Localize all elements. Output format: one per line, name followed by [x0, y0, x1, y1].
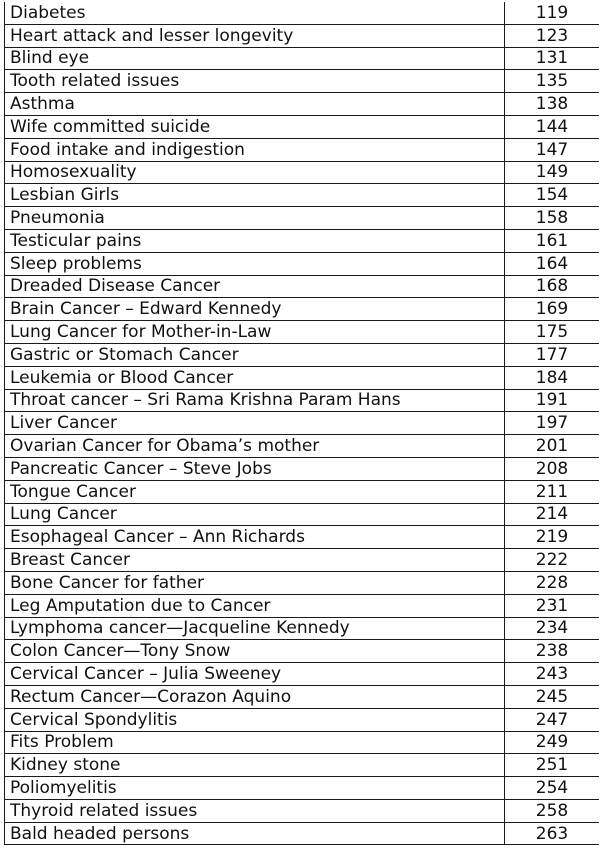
- page-number-cell: 144: [505, 115, 600, 138]
- page-number-cell: 251: [505, 754, 600, 777]
- table-row: [5, 526, 600, 549]
- topic-cell: Gastric or Stomach Cancer: [5, 343, 505, 366]
- topic-cell: Asthma: [5, 93, 505, 116]
- page-number-cell: 168: [505, 275, 600, 298]
- table-row: [5, 343, 600, 366]
- table-row: [5, 115, 600, 138]
- topic-cell: Breast Cancer: [5, 549, 505, 572]
- topic-cell: Poliomyelitis: [5, 777, 505, 800]
- table-row: [5, 799, 600, 822]
- topic-cell: Wife committed suicide: [5, 115, 505, 138]
- topic-cell: Sleep problems: [5, 252, 505, 275]
- table-row: [5, 138, 600, 161]
- page-number-cell: 197: [505, 412, 600, 435]
- contents-table: [4, 2, 599, 845]
- table-row: [5, 685, 600, 708]
- page-number-cell: 249: [505, 731, 600, 754]
- topic-cell: Liver Cancer: [5, 412, 505, 435]
- topic-cell: Pneumonia: [5, 207, 505, 230]
- table-row: [5, 822, 600, 845]
- table-row: [5, 2, 600, 24]
- table-row: [5, 389, 600, 412]
- topic-cell: Leukemia or Blood Cancer: [5, 366, 505, 389]
- page-number-cell: 247: [505, 708, 600, 731]
- page-number-cell: 175: [505, 321, 600, 344]
- page-number-cell: 184: [505, 366, 600, 389]
- topic-cell: Tooth related issues: [5, 70, 505, 93]
- topic-cell: Testicular pains: [5, 229, 505, 252]
- table-row: [5, 412, 600, 435]
- page-number-cell: 258: [505, 799, 600, 822]
- page-number-cell: 138: [505, 93, 600, 116]
- page-number-cell: 119: [505, 2, 600, 24]
- page-number-cell: 123: [505, 24, 600, 47]
- topic-cell: Brain Cancer – Edward Kennedy: [5, 298, 505, 321]
- table-row: [5, 366, 600, 389]
- table-row: [5, 70, 600, 93]
- page-number-cell: 177: [505, 343, 600, 366]
- table-row: [5, 24, 600, 47]
- topic-cell: Homosexuality: [5, 161, 505, 184]
- table-row: [5, 229, 600, 252]
- page-number-cell: 149: [505, 161, 600, 184]
- page-number-cell: 161: [505, 229, 600, 252]
- table-row: [5, 207, 600, 230]
- table-row: [5, 594, 600, 617]
- topic-cell: Fits Problem: [5, 731, 505, 754]
- page-number-cell: 191: [505, 389, 600, 412]
- topic-cell: Blind eye: [5, 47, 505, 70]
- table-row: [5, 708, 600, 731]
- table-row: [5, 184, 600, 207]
- page-number-cell: 201: [505, 435, 600, 458]
- page-number-cell: 169: [505, 298, 600, 321]
- topic-cell: Diabetes: [5, 2, 505, 24]
- page-number-cell: 211: [505, 480, 600, 503]
- page-number-cell: 222: [505, 549, 600, 572]
- topic-cell: Heart attack and lesser longevity: [5, 24, 505, 47]
- topic-cell: Cervical Cancer – Julia Sweeney: [5, 663, 505, 686]
- page-number-cell: 214: [505, 503, 600, 526]
- table-row: [5, 435, 600, 458]
- table-row: [5, 480, 600, 503]
- topic-cell: Food intake and indigestion: [5, 138, 505, 161]
- table-row: [5, 640, 600, 663]
- table-row: [5, 731, 600, 754]
- page-number-cell: 154: [505, 184, 600, 207]
- topic-cell: Pancreatic Cancer – Steve Jobs: [5, 457, 505, 480]
- topic-cell: Lung Cancer for Mother-in-Law: [5, 321, 505, 344]
- page-number-cell: 231: [505, 594, 600, 617]
- table-row: [5, 571, 600, 594]
- page-number-cell: 263: [505, 822, 600, 845]
- page-number-cell: 238: [505, 640, 600, 663]
- page-number-cell: 245: [505, 685, 600, 708]
- table-row: [5, 617, 600, 640]
- page-number-cell: 234: [505, 617, 600, 640]
- topic-cell: Ovarian Cancer for Obama’s mother: [5, 435, 505, 458]
- table-row: [5, 663, 600, 686]
- topic-cell: Thyroid related issues: [5, 799, 505, 822]
- topic-cell: Tongue Cancer: [5, 480, 505, 503]
- page-number-cell: 135: [505, 70, 600, 93]
- topic-cell: Cervical Spondylitis: [5, 708, 505, 731]
- topic-cell: Rectum Cancer—Corazon Aquino: [5, 685, 505, 708]
- table-row: [5, 298, 600, 321]
- topic-cell: Lung Cancer: [5, 503, 505, 526]
- topic-cell: Lesbian Girls: [5, 184, 505, 207]
- table-row: [5, 503, 600, 526]
- table-row: [5, 754, 600, 777]
- table-row: [5, 47, 600, 70]
- topic-cell: Throat cancer – Sri Rama Krishna Param Hans: [5, 389, 505, 412]
- page-number-cell: 243: [505, 663, 600, 686]
- topic-cell: Dreaded Disease Cancer: [5, 275, 505, 298]
- table-row: [5, 457, 600, 480]
- page-number-cell: 228: [505, 571, 600, 594]
- page-number-cell: 158: [505, 207, 600, 230]
- table-row: [5, 275, 600, 298]
- topic-cell: Lymphoma cancer—Jacqueline Kennedy: [5, 617, 505, 640]
- page-number-cell: 131: [505, 47, 600, 70]
- topic-cell: Bone Cancer for father: [5, 571, 505, 594]
- topic-cell: Colon Cancer—Tony Snow: [5, 640, 505, 663]
- table-row: [5, 252, 600, 275]
- table-row: [5, 93, 600, 116]
- table-row: [5, 549, 600, 572]
- page-number-cell: 219: [505, 526, 600, 549]
- contents-table-body: [5, 2, 600, 845]
- topic-cell: Kidney stone: [5, 754, 505, 777]
- topic-cell: Leg Amputation due to Cancer: [5, 594, 505, 617]
- page-number-cell: 208: [505, 457, 600, 480]
- topic-cell: Bald headed persons: [5, 822, 505, 845]
- page-number-cell: 254: [505, 777, 600, 800]
- table-row: [5, 321, 600, 344]
- table-row: [5, 777, 600, 800]
- page-number-cell: 147: [505, 138, 600, 161]
- page-number-cell: 164: [505, 252, 600, 275]
- topic-cell: Esophageal Cancer – Ann Richards: [5, 526, 505, 549]
- table-row: [5, 161, 600, 184]
